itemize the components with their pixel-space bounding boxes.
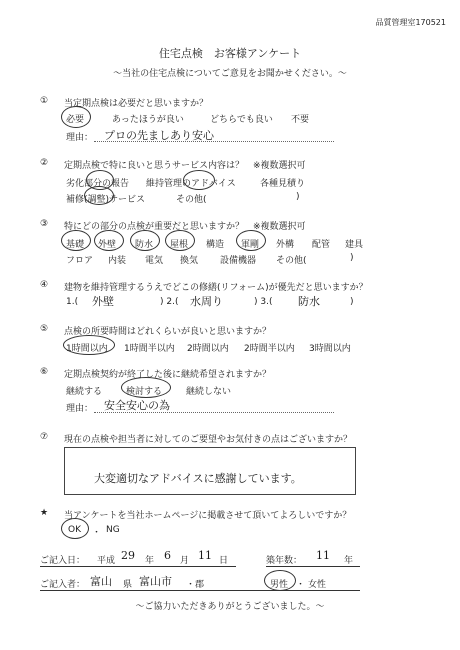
q7-comment-value[interactable]: 大変適切なアドバイスに感謝しています。 bbox=[94, 472, 302, 485]
day-unit: 日 bbox=[219, 556, 229, 566]
entry-month-value[interactable]: 6 bbox=[164, 549, 171, 562]
era-label: 平成 bbox=[97, 556, 116, 566]
q5-selected-circle bbox=[63, 335, 115, 355]
page-title: 住宅点検 お客様アンケート bbox=[158, 47, 302, 60]
q7-number: ⑦ bbox=[40, 432, 49, 442]
q3-option-other[interactable]: その他( bbox=[276, 256, 307, 266]
q5-option-1h30[interactable]: 1時間半以内 bbox=[124, 344, 175, 354]
q6-option-kentou[interactable]: 検討する bbox=[126, 387, 163, 397]
q8-option-ok[interactable]: OK bbox=[68, 525, 81, 535]
q7-question: 現在の点検や担当者に対してのご要望やお気付きの点はございますか？ bbox=[64, 435, 353, 445]
q3-number: ③ bbox=[40, 219, 49, 229]
q5-option-2h[interactable]: 2時間以内 bbox=[187, 344, 229, 354]
q5-number: ⑤ bbox=[40, 324, 49, 334]
q3-option-gungou[interactable]: 軍剛 bbox=[241, 240, 260, 250]
year-unit: 年 bbox=[145, 556, 155, 566]
q2-selected-circle-2 bbox=[183, 170, 215, 190]
q6-number: ⑥ bbox=[40, 367, 49, 377]
q4-answer-1[interactable]: 外壁 bbox=[92, 295, 114, 308]
q6-option-shinai[interactable]: 継続しない bbox=[186, 387, 232, 397]
q8-separator: ・ bbox=[92, 528, 102, 538]
q3-option-haikan[interactable]: 配管 bbox=[312, 240, 331, 250]
writer-underline bbox=[40, 590, 360, 591]
building-age-value[interactable]: 11 bbox=[316, 549, 330, 562]
entry-date-label: ご記入日： bbox=[40, 556, 86, 566]
q1-question: 当定期点検は必要だと思いますか？ bbox=[64, 99, 209, 109]
q2-option-mitsumori[interactable]: 各種見積り bbox=[260, 179, 306, 189]
q2-option-rekka[interactable]: 劣化部分の報告 bbox=[66, 179, 130, 189]
q1-reason-value[interactable]: プロの先ましあり安心 bbox=[104, 129, 214, 142]
age-unit: 年 bbox=[344, 556, 354, 566]
date-underline bbox=[40, 566, 236, 567]
q2-option-hoshuu[interactable]: 補修(調整)サービス bbox=[66, 195, 146, 205]
q5-question: 点検の所要時間はどれくらいが良いと思いますか？ bbox=[64, 327, 272, 337]
q3-circle-gaiheki bbox=[94, 230, 124, 251]
q6-question: 定期点検契約が終了した後に継続希望されますか？ bbox=[64, 370, 272, 380]
q3-option-floor[interactable]: フロア bbox=[66, 256, 94, 266]
q8-star: ★ bbox=[40, 508, 49, 518]
q3-option-kanki[interactable]: 換気 bbox=[180, 256, 199, 266]
q3-option-setsubi[interactable]: 設備機器 bbox=[220, 256, 257, 266]
q2-number: ② bbox=[40, 158, 49, 168]
q3-option-kiso[interactable]: 基礎 bbox=[66, 240, 85, 250]
age-underline bbox=[266, 566, 360, 567]
q3-circle-gungou bbox=[236, 230, 266, 251]
q3-question: 特にどの部分の点検が重要だと思いますか？ ※複数選択可 bbox=[64, 222, 306, 232]
q4-number: ④ bbox=[40, 280, 49, 290]
q4-answer-3[interactable]: 防水 bbox=[298, 295, 320, 308]
q1-option-hitsuyou[interactable]: 必要 bbox=[66, 115, 85, 125]
q2-option-iji[interactable]: 維持管理のアドバイス bbox=[146, 179, 236, 189]
q2-selected-circle-3 bbox=[84, 186, 114, 205]
thanks-message: ～ご協力いただきありがとうございました。～ bbox=[135, 602, 325, 612]
prefecture-unit: 県 bbox=[123, 580, 133, 590]
q2-question: 定期点検で特に良いと思うサービス内容は？ ※複数選択可 bbox=[64, 161, 306, 171]
q6-option-keizoku[interactable]: 継続する bbox=[66, 387, 103, 397]
page-subtitle: ～当社の住宅点検についてご意見をお聞かせください。～ bbox=[113, 69, 347, 79]
q3-other-close: ) bbox=[350, 253, 354, 263]
q2-other-close: ) bbox=[296, 192, 300, 202]
control-number: 品質管理室170521 bbox=[375, 18, 446, 27]
q3-option-gaikou[interactable]: 外構 bbox=[276, 240, 295, 250]
q5-option-3h[interactable]: 3時間以内 bbox=[309, 344, 351, 354]
q4-answer-2[interactable]: 水周り bbox=[190, 295, 223, 308]
q4-close: ) bbox=[350, 297, 354, 307]
entry-day-value[interactable]: 11 bbox=[198, 549, 212, 562]
q3-option-gaiheki[interactable]: 外壁 bbox=[98, 240, 117, 250]
q3-option-denki[interactable]: 電気 bbox=[145, 256, 164, 266]
writer-label: ご記入者： bbox=[40, 580, 86, 590]
city-value[interactable]: 富山市 bbox=[139, 575, 172, 588]
q3-circle-bousui bbox=[130, 230, 160, 251]
q8-question: 当アンケートを当社ホームページに掲載させて頂いてよろしいですか？ bbox=[64, 511, 352, 521]
q3-option-kouzou[interactable]: 構造 bbox=[206, 240, 225, 250]
q8-option-ng[interactable]: NG bbox=[106, 525, 120, 535]
building-age-label: 築年数： bbox=[266, 556, 303, 566]
q2-option-other[interactable]: その他( bbox=[176, 195, 207, 205]
q4-question: 建物を維持管理するうえでどこの修繕(リフォーム)が優先だと思いますか？ bbox=[64, 283, 368, 293]
gender-female[interactable]: 女性 bbox=[308, 580, 327, 590]
q6-reason-label: 理由： bbox=[66, 404, 94, 414]
q1-number: ① bbox=[40, 96, 49, 106]
city-unit: ・郡 bbox=[186, 580, 205, 590]
q3-circle-yane bbox=[165, 230, 195, 251]
q5-option-2h30[interactable]: 2時間半以内 bbox=[244, 344, 295, 354]
prefecture-value[interactable]: 富山 bbox=[90, 575, 112, 588]
month-unit: 月 bbox=[180, 556, 190, 566]
gender-male[interactable]: 男性 bbox=[270, 580, 289, 590]
q1-selected-circle bbox=[61, 106, 91, 128]
q4-prefix-3: ) 3.( bbox=[254, 297, 273, 307]
q5-option-1h[interactable]: 1時間以内 bbox=[66, 344, 108, 354]
q3-option-yane[interactable]: 屋根 bbox=[170, 240, 189, 250]
q3-option-bousui[interactable]: 防水 bbox=[135, 240, 154, 250]
gender-separator: ・ bbox=[296, 580, 306, 590]
q3-option-tategu[interactable]: 建具 bbox=[345, 240, 364, 250]
q3-circle-kiso bbox=[61, 230, 91, 251]
gender-selected-circle bbox=[264, 570, 296, 591]
q1-option-fuyou[interactable]: 不要 bbox=[291, 115, 310, 125]
q4-prefix-2: ) 2.( bbox=[160, 297, 179, 307]
q1-reason-label: 理由： bbox=[66, 133, 94, 143]
q6-reason-value[interactable]: 安全安心の為 bbox=[104, 399, 170, 412]
q3-option-naisou[interactable]: 内装 bbox=[108, 256, 127, 266]
q1-option-attahou[interactable]: あったほうが良い bbox=[112, 115, 184, 125]
q6-selected-circle bbox=[121, 377, 171, 398]
q1-option-dochirademo[interactable]: どちらでも良い bbox=[210, 115, 273, 125]
q4-prefix-1: 1.( bbox=[66, 297, 79, 307]
entry-year-value[interactable]: 29 bbox=[121, 549, 135, 562]
q8-selected-circle bbox=[61, 518, 89, 539]
